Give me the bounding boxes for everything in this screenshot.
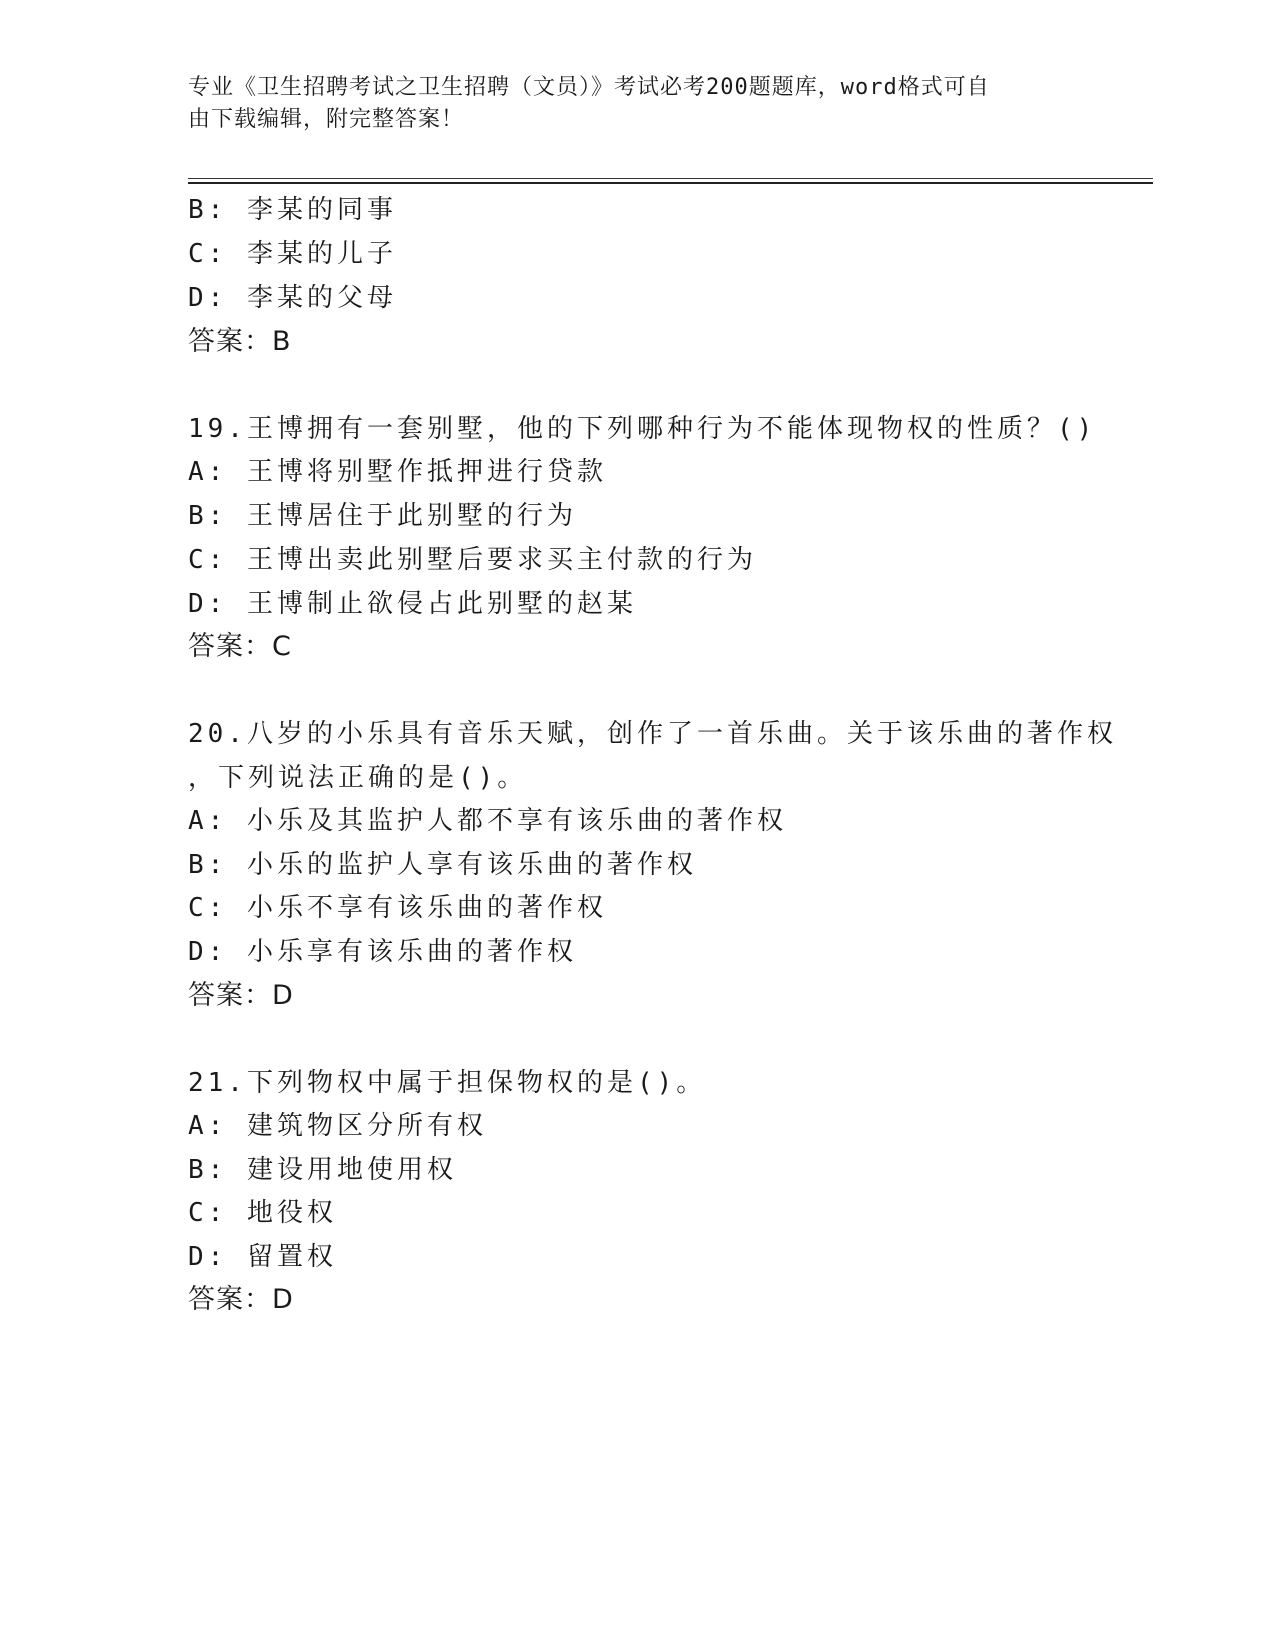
q21-question: 21.下列物权中属于担保物权的是()。: [188, 1068, 707, 1098]
q19-question: 19.王博拥有一套别墅，他的下列哪种行为不能体现物权的性质？(): [188, 414, 1097, 444]
q20-question-line-1: 20.八岁的小乐具有音乐天赋，创作了一首乐曲。关于该乐曲的著作权: [188, 719, 1117, 749]
q19-option-c: C: 王博出卖此别墅后要求买主付款的行为: [188, 545, 757, 575]
q19-option-d: D: 王博制止欲侵占此别墅的赵某: [188, 589, 637, 619]
q20-option-d: D: 小乐享有该乐曲的著作权: [188, 937, 577, 967]
q19-answer: 答案：C: [188, 631, 292, 662]
q21-option-a: A: 建筑物区分所有权: [188, 1111, 487, 1141]
q21-answer: 答案：D: [188, 1284, 294, 1315]
q20-option-a: A: 小乐及其监护人都不享有该乐曲的著作权: [188, 806, 787, 836]
header-divider-thick: [188, 182, 1153, 184]
q20-option-c: C: 小乐不享有该乐曲的著作权: [188, 893, 607, 923]
document-header: [188, 72, 1068, 136]
q20-answer: 答案：D: [188, 980, 294, 1011]
q18-option-d: D: 李某的父母: [188, 283, 397, 313]
header-line-2: 由下载编辑，附完整答案！: [188, 107, 465, 132]
header-divider-thin: [188, 178, 1153, 179]
q20-option-b: B: 小乐的监护人享有该乐曲的著作权: [188, 850, 697, 880]
q21-option-b: B: 建设用地使用权: [188, 1155, 457, 1185]
q21-option-d: D: 留置权: [188, 1242, 337, 1272]
q19-option-a: A: 王博将别墅作抵押进行贷款: [188, 457, 607, 487]
q18-option-c: C: 李某的儿子: [188, 239, 397, 269]
header-line-1: 专业《卫生招聘考试之卫生招聘（文员）》考试必考200题题库，word格式可自: [188, 75, 990, 100]
q19-option-b: B: 王博居住于此别墅的行为: [188, 501, 577, 531]
q18-answer: 答案：B: [188, 326, 292, 357]
q20-question-line-2: ，下列说法正确的是()。: [188, 763, 528, 793]
q18-option-b: B: 李某的同事: [188, 195, 397, 225]
q21-option-c: C: 地役权: [188, 1198, 337, 1228]
